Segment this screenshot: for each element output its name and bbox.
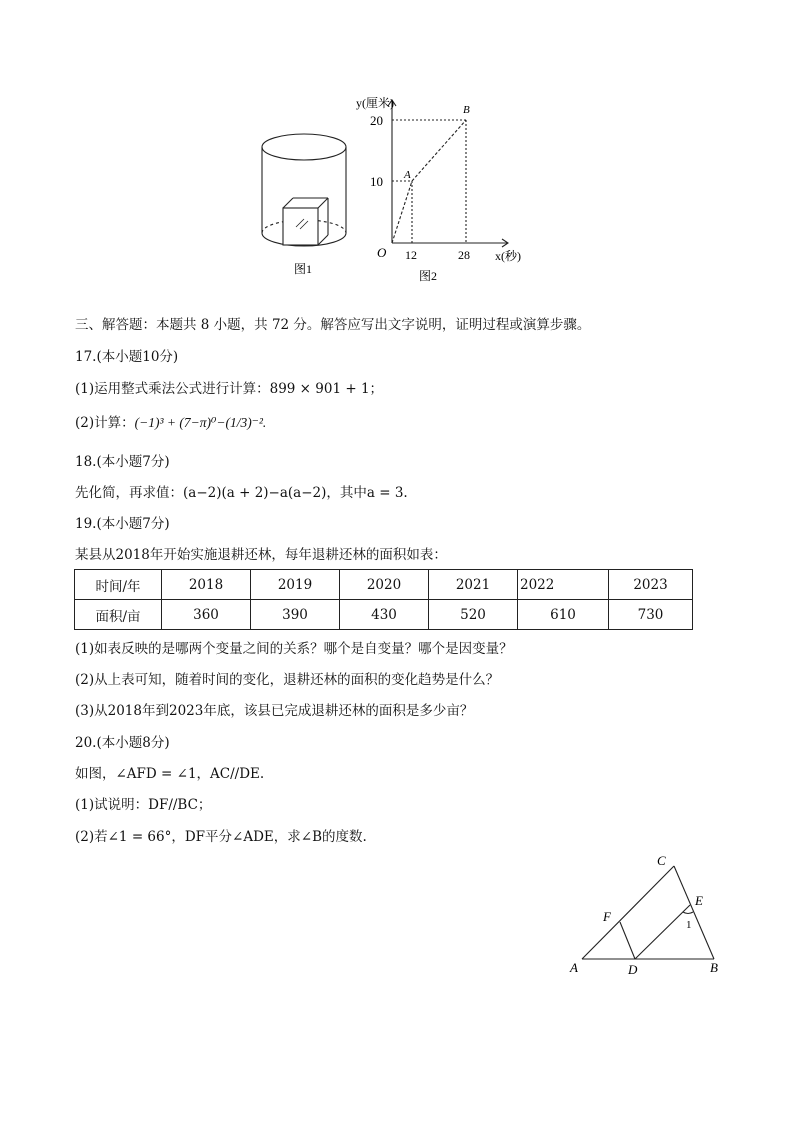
q19-title: 19.(本小题7分) <box>75 516 170 532</box>
y-axis-label: y(厘米) <box>356 96 394 110</box>
table-cell: 面积/亩 <box>75 600 162 630</box>
label-f: F <box>603 909 611 924</box>
q17-part2-expr: (−1)³ + (7−π)⁰−(1/3)⁻². <box>134 415 267 430</box>
table-cell: 2022 <box>518 570 609 600</box>
origin-label: O <box>377 245 387 260</box>
table-cell: 520 <box>429 600 518 630</box>
label-b: B <box>710 960 718 975</box>
label-e: E <box>695 893 703 908</box>
table-cell: 390 <box>251 600 340 630</box>
table-cell: 2020 <box>340 570 429 600</box>
segment-oa <box>392 181 412 243</box>
q17-part1: (1)运用整式乘法公式进行计算：899 × 901 + 1； <box>75 381 384 397</box>
segment-ab <box>412 120 466 181</box>
q17-part2-prefix: (2)计算： <box>75 415 135 431</box>
y-tick-20: 20 <box>370 113 383 128</box>
q19-intro: 某县从2018年开始实施退耕还林，每年退耕还林的面积如表： <box>75 547 447 563</box>
q17-title: 17.(本小题10分) <box>75 349 179 365</box>
cylinder-figure <box>262 134 346 246</box>
q20-part2: (2)若∠1 = 66°，DF平分∠ADE，求∠B的度数. <box>75 829 367 845</box>
table-row <box>75 600 693 630</box>
q18-title: 18.(本小题7分) <box>75 454 170 470</box>
area-table <box>74 569 693 630</box>
label-angle-1: 1 <box>686 919 692 931</box>
q20-title: 20.(本小题8分) <box>75 735 170 751</box>
q18-body: 先化简，再求值：(a−2)(a + 2)−a(a−2)，其中a = 3. <box>75 485 408 501</box>
table-cell: 430 <box>340 600 429 630</box>
table-row <box>75 570 693 600</box>
table-cell: 2018 <box>162 570 251 600</box>
table-cell: 2021 <box>429 570 518 600</box>
point-a-label: A <box>404 169 411 181</box>
q17-part2 <box>75 414 266 432</box>
x-tick-12: 12 <box>405 248 417 262</box>
figure-area <box>250 90 550 285</box>
label-d: D <box>628 962 638 977</box>
x-tick-28: 28 <box>458 248 470 262</box>
table-cell: 730 <box>609 600 693 630</box>
figure2-caption: 图2 <box>419 269 438 283</box>
q20-given: 如图，∠AFD = ∠1，AC//DE. <box>75 766 265 782</box>
q19-part2: (2)从上表可知，随着时间的变化，退耕还林的面积的变化趋势是什么？ <box>75 672 500 688</box>
label-a: A <box>570 960 578 975</box>
table-cell: 2019 <box>251 570 340 600</box>
table-cell: 610 <box>518 600 609 630</box>
x-axis-label: x(秒) <box>495 249 521 263</box>
label-c: C <box>657 853 666 868</box>
table-cell: 2023 <box>609 570 693 600</box>
section3-header: 三、解答题：本题共 8 小题，共 72 分。解答应写出文字说明，证明过程或演算步骤。 <box>75 317 591 333</box>
point-b-label: B <box>463 104 470 116</box>
y-tick-10: 10 <box>370 174 383 189</box>
q20-part1: (1)试说明：DF//BC； <box>75 797 212 813</box>
triangle-figure <box>560 848 730 978</box>
figure1-caption: 图1 <box>294 262 313 276</box>
table-cell: 360 <box>162 600 251 630</box>
table-cell: 时间/年 <box>75 570 162 600</box>
q19-part1: (1)如表反映的是哪两个变量之间的关系？哪个是自变量？哪个是因变量？ <box>75 641 513 657</box>
q19-part3: (3)从2018年到2023年底，该县已完成退耕还林的面积是多少亩？ <box>75 703 474 719</box>
